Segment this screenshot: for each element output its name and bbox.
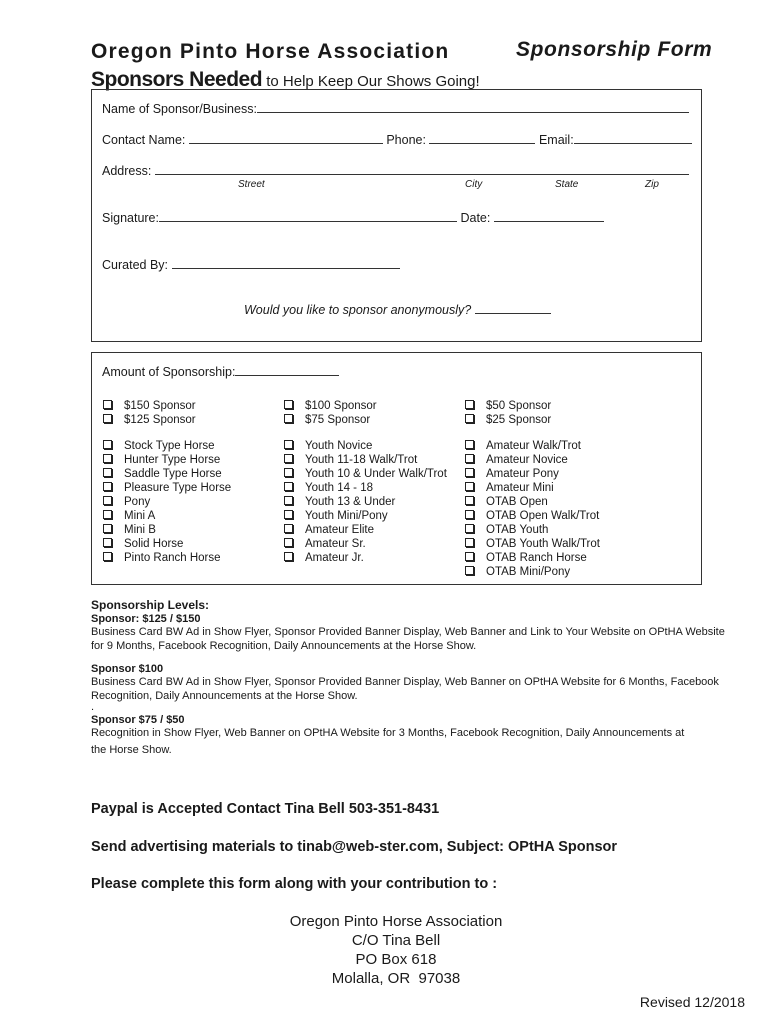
checkbox-icon[interactable] xyxy=(284,538,293,547)
checkbox-icon[interactable] xyxy=(284,440,293,449)
option-otab-mini-pony[interactable] xyxy=(465,565,600,579)
option-label: Mini B xyxy=(124,524,156,536)
checkbox-icon[interactable] xyxy=(284,482,293,491)
checkbox-icon[interactable] xyxy=(465,538,474,547)
option-label: Mini A xyxy=(124,510,156,522)
checkbox-icon[interactable] xyxy=(284,552,293,561)
option-label: Amateur Walk/Trot xyxy=(486,440,581,452)
option-saddle-type-horse[interactable] xyxy=(103,467,231,481)
option-label: Youth 11-18 Walk/Trot xyxy=(305,454,418,466)
address-line-1: Oregon Pinto Horse Association xyxy=(289,913,503,930)
subtitle-rest: to Help Keep Our Shows Going! xyxy=(262,73,480,90)
option-label: Amateur Jr. xyxy=(305,552,364,564)
option-125-sponsor[interactable] xyxy=(103,413,196,427)
option-label: OTAB Open xyxy=(486,496,548,508)
option-label: Amateur Pony xyxy=(486,468,559,480)
amount-col-1 xyxy=(103,399,196,427)
signature-field[interactable] xyxy=(159,209,457,222)
contact-row xyxy=(102,131,692,147)
checkbox-icon[interactable] xyxy=(465,566,474,575)
mailing-address xyxy=(236,912,556,988)
checkbox-icon[interactable] xyxy=(465,440,474,449)
checkbox-icon[interactable] xyxy=(465,510,474,519)
option-label: Youth 10 & Under Walk/Trot xyxy=(305,468,447,480)
option-pony[interactable] xyxy=(103,495,231,509)
option-label: OTAB Ranch Horse xyxy=(486,552,587,564)
option-otab-youth[interactable] xyxy=(465,523,600,537)
option-youth-13-under[interactable] xyxy=(284,495,447,509)
option-label: Saddle Type Horse xyxy=(124,468,222,480)
option-label: Youth Novice xyxy=(305,440,373,452)
address-line-4: Molalla, OR 97038 xyxy=(331,970,461,987)
option-solid-horse[interactable] xyxy=(103,537,231,551)
checkbox-icon[interactable] xyxy=(465,468,474,477)
checkbox-icon[interactable] xyxy=(103,468,112,477)
class-col-2 xyxy=(284,439,447,565)
curated-field[interactable] xyxy=(172,256,400,269)
city-caption: City xyxy=(465,179,483,190)
option-mini-b[interactable] xyxy=(103,523,231,537)
option-label: Amateur Mini xyxy=(486,482,554,494)
address-line-2: C/O Tina Bell xyxy=(351,932,441,949)
date-field[interactable] xyxy=(494,209,604,222)
address-field[interactable] xyxy=(155,162,689,175)
option-pinto-ranch-horse[interactable] xyxy=(103,551,231,565)
option-label: Pinto Ranch Horse xyxy=(124,552,221,564)
level-2-title: Sponsor $100 xyxy=(91,663,164,675)
option-label: OTAB Mini/Pony xyxy=(486,566,571,578)
checkbox-icon[interactable] xyxy=(465,454,474,463)
option-75-sponsor[interactable] xyxy=(284,413,377,427)
option-pleasure-type-horse[interactable] xyxy=(103,481,231,495)
class-col-1 xyxy=(103,439,231,565)
level-3-line-1: Recognition in Show Flyer, Web Banner on OPtHA Website for 3 Months, Facebook Recognition, Daily Announcements at xyxy=(91,727,685,739)
curated-label: Curated By: xyxy=(102,258,169,272)
option-amateur-pony[interactable] xyxy=(465,467,600,481)
option-youth-mini-pony[interactable] xyxy=(284,509,447,523)
anonymous-field[interactable] xyxy=(475,301,551,314)
option-hunter-type-horse[interactable] xyxy=(103,453,231,467)
email-field[interactable] xyxy=(574,131,692,144)
street-caption: Street xyxy=(238,179,265,190)
organization-title: Oregon Pinto Horse Association xyxy=(91,40,450,63)
checkbox-icon[interactable] xyxy=(103,400,112,409)
checkbox-icon[interactable] xyxy=(284,400,293,409)
sponsor-name-row xyxy=(102,100,689,116)
address-line-3: PO Box 618 xyxy=(355,951,437,968)
option-label: $100 Sponsor xyxy=(305,400,377,412)
address-label: Address: xyxy=(102,164,152,178)
date-label: Date: xyxy=(460,211,491,225)
checkbox-icon[interactable] xyxy=(103,482,112,491)
checkbox-icon[interactable] xyxy=(284,524,293,533)
checkbox-icon[interactable] xyxy=(465,496,474,505)
option-150-sponsor[interactable] xyxy=(103,399,196,413)
checkbox-icon[interactable] xyxy=(284,454,293,463)
option-youth-novice[interactable] xyxy=(284,439,447,453)
curated-row xyxy=(102,256,400,272)
level-1-title: Sponsor: $125 / $150 xyxy=(91,613,201,625)
sponsor-name-label: Name of Sponsor/Business: xyxy=(102,102,257,116)
checkbox-icon[interactable] xyxy=(284,496,293,505)
level-1-text: Business Card BW Ad in Show Flyer, Sponsor Provided Banner Display, Web Banner and Link to Your Website on OPtHA Website for 9 Months, Facebook Recognition, Daily Announcements at the Horse Show. xyxy=(91,626,725,652)
amount-row xyxy=(102,363,339,379)
checkbox-icon[interactable] xyxy=(465,482,474,491)
checkbox-icon[interactable] xyxy=(465,552,474,561)
option-amateur-jr[interactable] xyxy=(284,551,447,565)
level-3-title: Sponsor $75 / $50 xyxy=(91,714,185,726)
contact-name-label: Contact Name: xyxy=(102,133,186,147)
option-25-sponsor[interactable] xyxy=(465,413,551,427)
option-youth-14-18[interactable] xyxy=(284,481,447,495)
checkbox-icon[interactable] xyxy=(465,524,474,533)
option-label: Amateur Sr. xyxy=(305,538,366,550)
option-label: Amateur Novice xyxy=(486,454,568,466)
phone-label: Phone: xyxy=(386,133,426,147)
option-amateur-walk-trot[interactable] xyxy=(465,439,600,453)
checkbox-icon[interactable] xyxy=(284,510,293,519)
option-50-sponsor[interactable] xyxy=(465,399,551,413)
option-label: OTAB Youth xyxy=(486,524,549,536)
option-label: $50 Sponsor xyxy=(486,400,552,412)
class-col-3 xyxy=(465,439,600,579)
option-amateur-mini[interactable] xyxy=(465,481,600,495)
contact-name-field[interactable] xyxy=(189,131,383,144)
subtitle-bold: Sponsors Needed xyxy=(91,68,263,91)
levels-title: Sponsorship Levels: xyxy=(91,598,210,612)
checkbox-icon[interactable] xyxy=(103,524,112,533)
option-otab-open[interactable] xyxy=(465,495,600,509)
level-2-text: Business Card BW Ad in Show Flyer, Sponsor Provided Banner Display, Web Banner on OPtHA Website for 6 Months, Facebook Recognition, Daily Announcements at the Horse Show. xyxy=(91,676,719,702)
anonymous-row xyxy=(244,301,551,317)
email-label: Email: xyxy=(538,133,574,147)
address-row xyxy=(102,162,689,178)
anonymous-question: Would you like to sponsor anonymously? xyxy=(244,303,472,317)
checkbox-icon[interactable] xyxy=(284,468,293,477)
checkbox-icon[interactable] xyxy=(103,414,112,423)
option-youth-10-under-walk-trot[interactable] xyxy=(284,467,447,481)
option-label: OTAB Open Walk/Trot xyxy=(486,510,600,522)
option-label: $25 Sponsor xyxy=(486,414,552,426)
option-amateur-sr[interactable] xyxy=(284,537,447,551)
state-caption: State xyxy=(555,179,579,190)
option-label: $125 Sponsor xyxy=(124,414,196,426)
option-mini-a[interactable] xyxy=(103,509,231,523)
paypal-note: Paypal is Accepted Contact Tina Bell 503-351-8431 xyxy=(91,801,440,817)
checkbox-icon[interactable] xyxy=(103,538,112,547)
option-label: Youth 14 - 18 xyxy=(305,482,373,494)
signature-row xyxy=(102,209,604,225)
option-label: $75 Sponsor xyxy=(305,414,371,426)
checkbox-icon[interactable] xyxy=(465,400,474,409)
checkbox-icon[interactable] xyxy=(284,414,293,423)
option-label: Solid Horse xyxy=(124,538,184,550)
option-label: Pony xyxy=(124,496,151,508)
option-otab-youth-walk-trot[interactable] xyxy=(465,537,600,551)
option-amateur-elite[interactable] xyxy=(284,523,447,537)
sponsorship-levels xyxy=(91,598,731,757)
option-label: $150 Sponsor xyxy=(124,400,196,412)
amount-col-2 xyxy=(284,399,377,427)
option-otab-open-walk-trot[interactable] xyxy=(465,509,600,523)
checkbox-icon[interactable] xyxy=(103,510,112,519)
checkbox-icon[interactable] xyxy=(103,496,112,505)
checkbox-icon[interactable] xyxy=(103,454,112,463)
form-title: Sponsorship Form xyxy=(516,38,713,61)
option-100-sponsor[interactable] xyxy=(284,399,377,413)
option-label: Youth 13 & Under xyxy=(305,496,396,508)
revised-date: Revised 12/2018 xyxy=(639,994,745,1010)
amount-field[interactable] xyxy=(235,363,339,376)
checkbox-icon[interactable] xyxy=(103,552,112,561)
option-stock-type-horse[interactable] xyxy=(103,439,231,453)
option-youth-11-18-walk-trot[interactable] xyxy=(284,453,447,467)
option-label: Amateur Elite xyxy=(305,524,375,536)
level-3-line-2: the Horse Show. xyxy=(91,744,172,756)
amount-col-3 xyxy=(465,399,551,427)
option-amateur-novice[interactable] xyxy=(465,453,600,467)
option-label: Youth Mini/Pony xyxy=(305,510,388,522)
checkbox-icon[interactable] xyxy=(103,440,112,449)
checkbox-icon[interactable] xyxy=(465,414,474,423)
option-label: Hunter Type Horse xyxy=(124,454,221,466)
level-dot: . xyxy=(91,701,95,713)
complete-note: Please complete this form along with your contribution to : xyxy=(91,876,498,892)
phone-field[interactable] xyxy=(429,131,535,144)
amount-label: Amount of Sponsorship: xyxy=(102,365,236,379)
option-otab-ranch-horse[interactable] xyxy=(465,551,600,565)
option-label: Stock Type Horse xyxy=(124,440,215,452)
signature-label: Signature: xyxy=(102,211,159,225)
sponsor-name-field[interactable] xyxy=(257,100,689,113)
option-label: OTAB Youth Walk/Trot xyxy=(486,538,600,550)
advertising-note: Send advertising materials to tinab@web-ster.com, Subject: OPtHA Sponsor xyxy=(91,839,618,855)
option-label: Pleasure Type Horse xyxy=(124,482,232,494)
zip-caption: Zip xyxy=(645,179,659,190)
